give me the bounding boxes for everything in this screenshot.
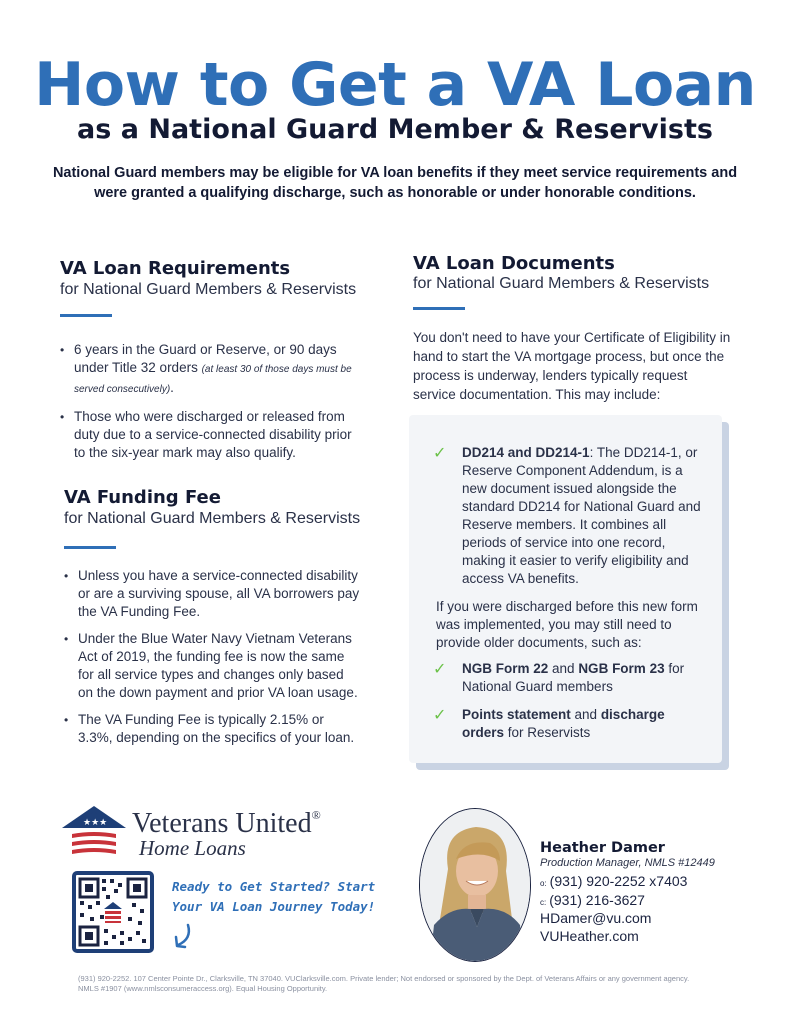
requirements-heading: VA Loan Requirements [60,258,291,279]
office-phone[interactable]: o: (931) 920-2252 x7403 [540,873,688,889]
funding-fee-subheading: for National Guard Members & Reservists [64,510,361,527]
page-subtitle: as a National Guard Member & Reservists [77,114,713,145]
qr-code[interactable] [72,871,154,953]
dd214-item: DD214 and DD214-1: The DD214-1, or Reserve Component Addendum, is a new document issued alongside the standard DD214 for National Guard and Reserve members. It combines all periods of service into one record, making it easier to verify eligibility and access VA benefits. [462,445,701,586]
list-item: • Under the Blue Water Navy Vietnam Veterans Act of 2019, the funding fee is now the same for all service types and changes only based on the down payment and prior VA loan usage. [62,630,362,702]
agent-email-link[interactable]: HDamer@vu.com [540,910,652,926]
requirements-divider [60,314,112,317]
agent-website-link[interactable]: VUHeather.com [540,928,639,944]
check-icon: ✓ [433,445,447,462]
documents-intro: You don't need to have your Certificate of Eligibility in hand to start the VA mortgage process, but once the process is underway, lenders typically request service documentation. This may include: [413,330,731,402]
intro-text: National Guard members may be eligible for VA loan benefits if they meet service requirements and were granted a qualifying discharge, such as honorable or under honorable conditions. [52,165,738,201]
list-item: • Those who were discharged or released from duty due to a service-connected disability prior to the six-year mark may also qualify. [58,408,358,462]
requirements-list [58,341,358,471]
list-item: • 6 years in the Guard or Reserve, or 90 days under Title 32 orders (at least 30 of those days must be served consecutively). [58,341,358,399]
list-item: • The VA Funding Fee is typically 2.15% or 3.3%, depending on the specifics of your loan. [62,711,362,747]
older-docs-intro: If you were discharged before this new form was implemented, you may still need to provide older documents, such as: [436,599,698,650]
agent-title: Production Manager, NMLS #12449 [540,857,715,869]
brand-subname: Home Loans [139,836,246,860]
ngb-item: NGB Form 22 and NGB Form 23 for National Guard members [462,661,685,694]
funding-fee-list [62,567,362,756]
page-title: How to Get a VA Loan [34,50,756,120]
veterans-united-logo-icon [62,806,126,858]
check-icon: ✓ [433,707,447,724]
points-item: Points statement and discharge orders for Reservists [462,707,665,740]
brand-name: Veterans United® [132,808,321,839]
check-icon: ✓ [433,661,447,678]
cell-phone[interactable]: c: (931) 216-3627 [540,892,645,908]
agent-name: Heather Damer [540,840,665,856]
requirements-subheading: for National Guard Members & Reservists [60,281,357,298]
documents-divider [413,307,465,310]
agent-photo [419,808,531,962]
funding-fee-heading: VA Funding Fee [64,487,221,508]
curved-arrow-icon [172,923,196,951]
cta-text: Ready to Get Started? Start Your VA Loan Journey Today! [172,879,376,914]
documents-subheading: for National Guard Members & Reservists [413,275,710,292]
footer-disclaimer: (931) 920-2252. 107 Center Pointe Dr., Clarksville, TN 37040. VUClarksville.com. Private lender; Not endorsed or sponsored by the Dept. of Veterans Affairs or any government agency. NMLS #1907 (www.nmlsconsumeraccess.org). Equal Housing Opportunity. [78,974,690,993]
qr-code-icon [76,875,150,949]
funding-fee-divider [64,546,116,549]
list-item: • Unless you have a service-connected disability or are a surviving spouse, all VA borrowers pay the VA Funding Fee. [62,567,362,621]
agent-portrait-icon [420,809,531,962]
documents-heading: VA Loan Documents [413,253,615,274]
svg-text:★★★: ★★★ [83,818,108,828]
